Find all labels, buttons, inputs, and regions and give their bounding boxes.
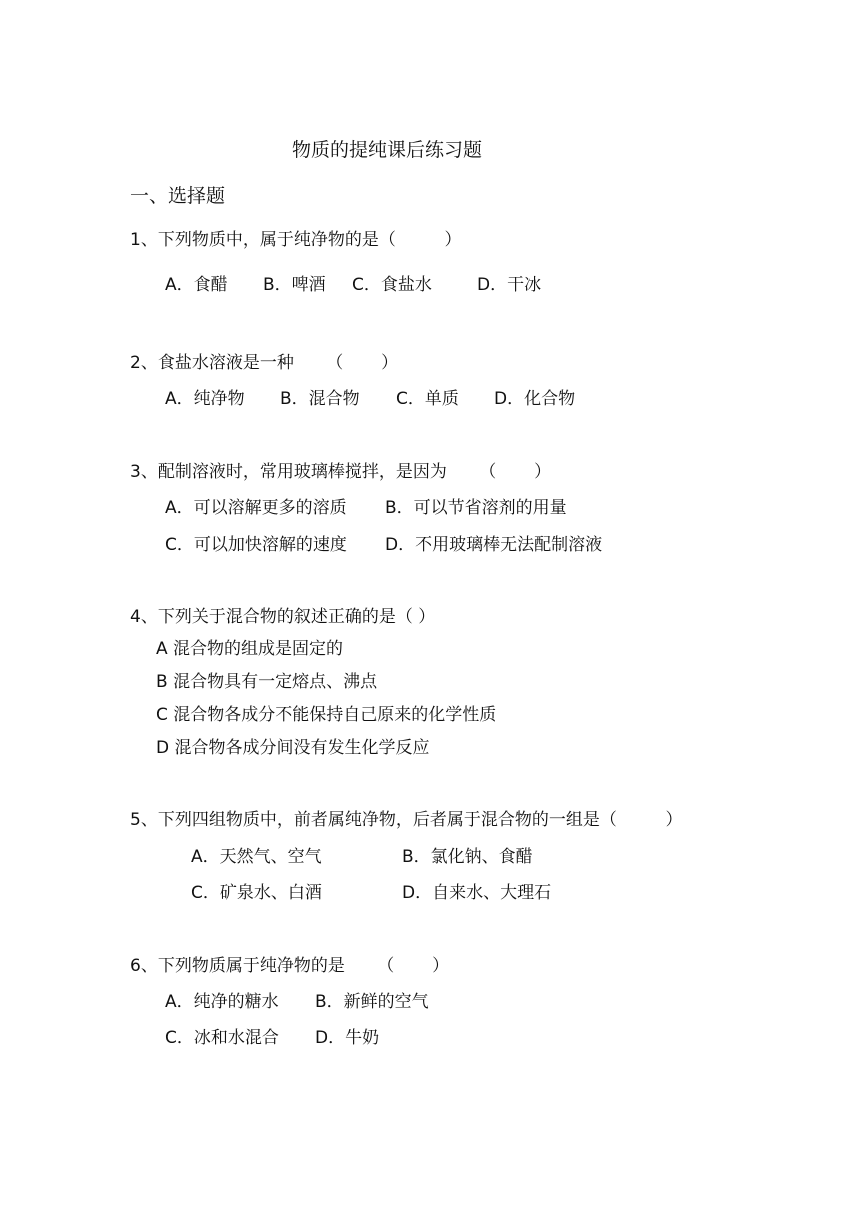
question-2-option-a: A．纯净物 bbox=[165, 389, 245, 409]
question-1-option-d: D．干冰 bbox=[477, 275, 542, 295]
page-title: 物质的提纯课后练习题 bbox=[292, 139, 483, 161]
question-2-option-c: C．单质 bbox=[396, 389, 459, 409]
question-4-stem: 4、下列关于混合物的叙述正确的是（ ） bbox=[130, 607, 436, 627]
question-3-option-b: B．可以节省溶剂的用量 bbox=[385, 498, 567, 518]
question-2-stem: 2、食盐水溶液是一种 （ ） bbox=[130, 353, 399, 373]
question-6-stem: 6、下列物质属于纯净物的是 （ ） bbox=[130, 956, 450, 976]
question-4-option-d: D 混合物各成分间没有发生化学反应 bbox=[156, 738, 430, 758]
question-1-stem: 1、下列物质中，属于纯净物的是（ ） bbox=[130, 230, 462, 250]
section-heading: 一、选择题 bbox=[130, 185, 226, 207]
question-3-option-a: A．可以溶解更多的溶质 bbox=[165, 498, 347, 518]
question-5-option-a: A．天然气、空气 bbox=[191, 847, 322, 867]
question-6-option-a: A．纯净的糖水 bbox=[165, 992, 279, 1012]
question-2-option-b: B．混合物 bbox=[280, 389, 360, 409]
question-6-option-d: D．牛奶 bbox=[315, 1028, 380, 1048]
question-2-option-d: D．化合物 bbox=[494, 389, 576, 409]
question-3-stem: 3、配制溶液时，常用玻璃棒搅拌，是因为 （ ） bbox=[130, 462, 552, 482]
question-4-option-b: B 混合物具有一定熔点、沸点 bbox=[156, 672, 378, 692]
question-5-option-b: B．氯化钠、食醋 bbox=[402, 847, 533, 867]
question-1-option-b: B．啤酒 bbox=[263, 275, 326, 295]
question-1-option-c: C．食盐水 bbox=[352, 275, 432, 295]
question-4-option-c: C 混合物各成分不能保持自己原来的化学性质 bbox=[156, 705, 497, 725]
question-4-option-a: A 混合物的组成是固定的 bbox=[156, 639, 344, 659]
question-5-stem: 5、下列四组物质中，前者属纯净物，后者属于混合物的一组是（ ） bbox=[130, 810, 683, 830]
question-5-option-d: D．自来水、大理石 bbox=[402, 883, 552, 903]
question-3-option-d: D．不用玻璃棒无法配制溶液 bbox=[385, 535, 603, 555]
question-6-option-b: B．新鲜的空气 bbox=[315, 992, 429, 1012]
question-5-option-c: C．矿泉水、白酒 bbox=[191, 883, 322, 903]
question-3-option-c: C．可以加快溶解的速度 bbox=[165, 535, 347, 555]
question-6-option-c: C．冰和水混合 bbox=[165, 1028, 279, 1048]
question-1-option-a: A．食醋 bbox=[165, 275, 228, 295]
